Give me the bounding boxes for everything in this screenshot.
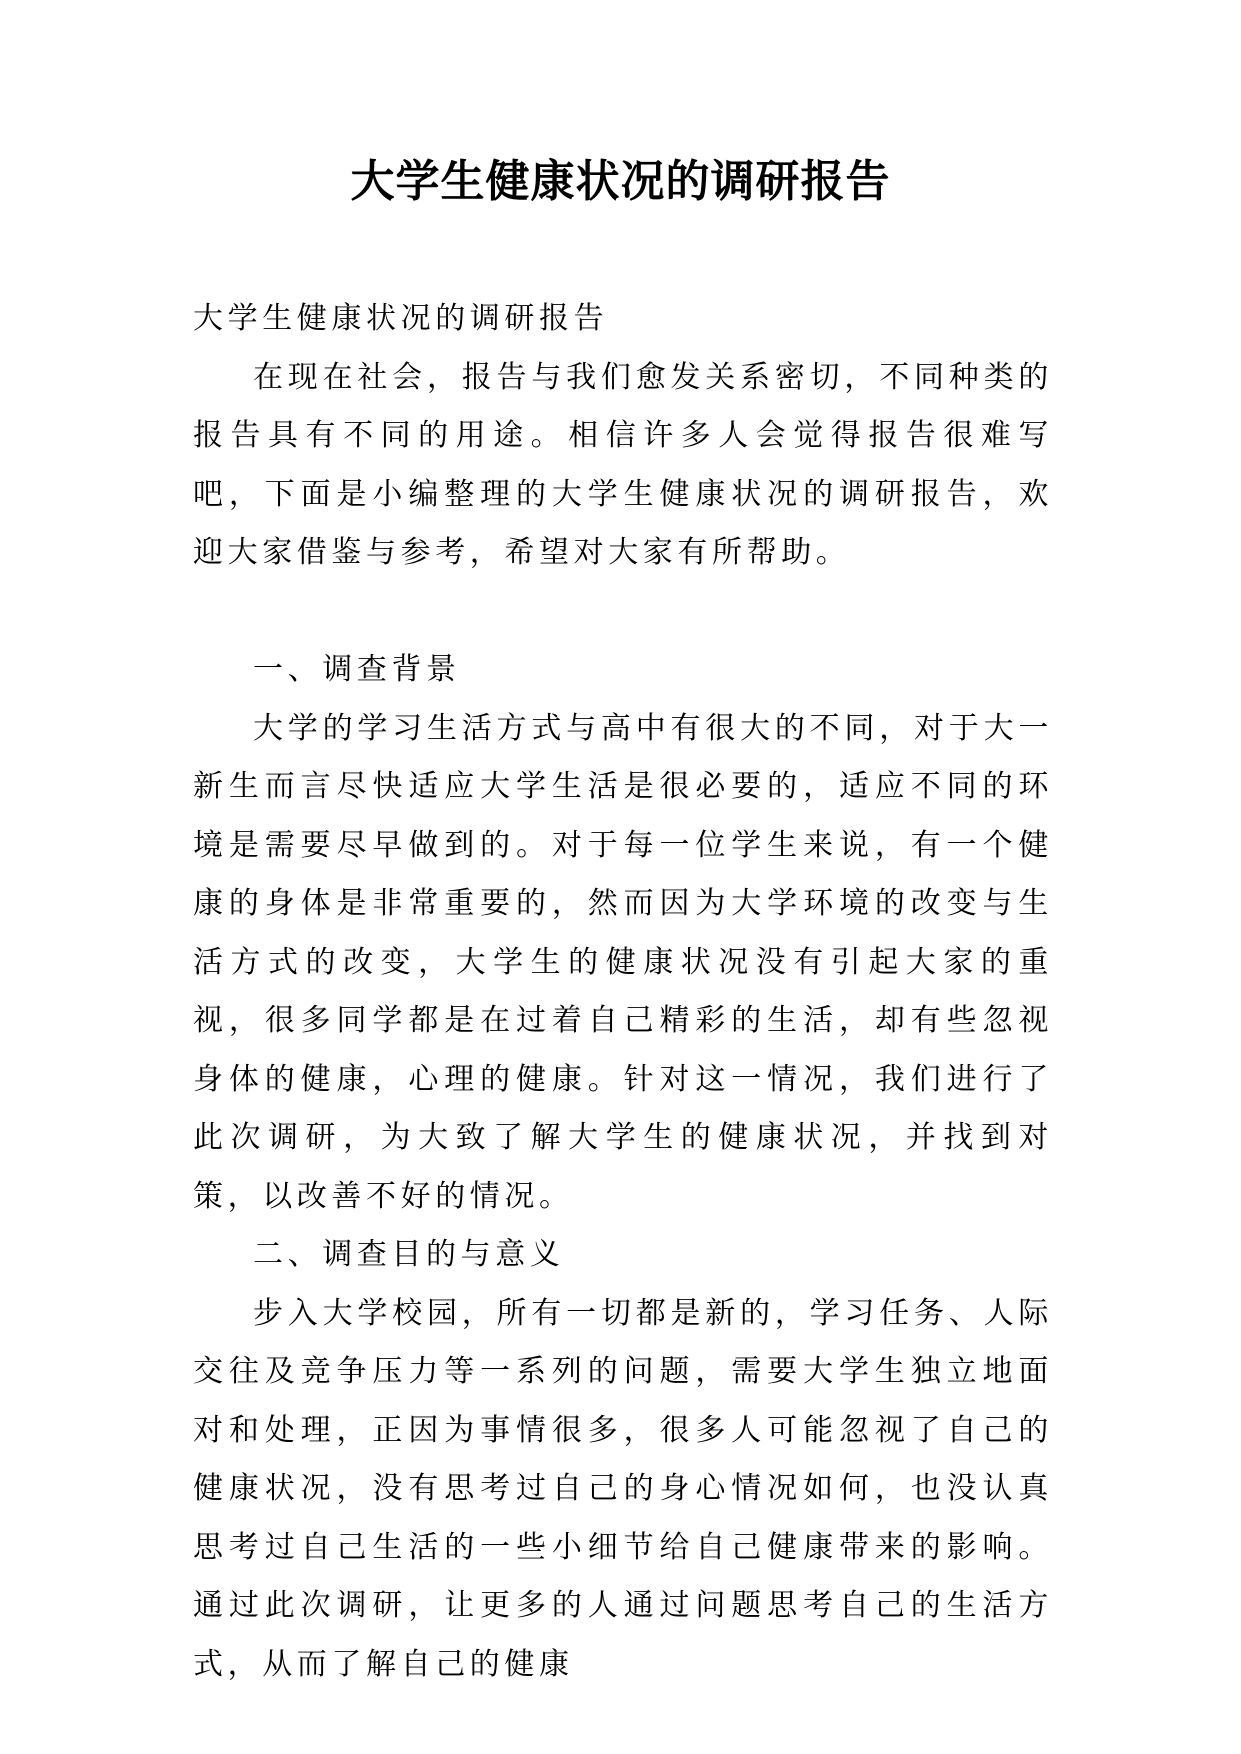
document-title: 大学生健康状况的调研报告 (350, 156, 891, 207)
section-heading-background: 一、调查背景 (253, 652, 461, 687)
document-body (193, 290, 1053, 1694)
section-heading-purpose: 二、调查目的与意义 (253, 1237, 565, 1272)
document-subtitle: 大学生健康状况的调研报告 (193, 301, 609, 336)
intro-paragraph: 在现在社会，报告与我们愈发关系密切，不同种类的报告具有不同的用途。相信许多人会觉得报告很难写吧，下面是小编整理的大学生健康状况的调研报告，欢迎大家借鉴与参考，希望对大家有所帮助。 (193, 359, 1053, 570)
background-paragraph: 大学的学习生活方式与高中有很大的不同，对于大一新生而言尽快适应大学生活是很必要的，适应不同的环境是需要尽早做到的。对于每一位学生来说，有一个健康的身体是非常重要的，然而因为大学环境的改变与生活方式的改变，大学生的健康状况没有引起大家的重视，很多同学都是在过着自己精彩的生活，却有些忽视身体的健康，心理的健康。针对这一情况，我们进行了此次调研，为大致了解大学生的健康状况，并找到对策，以改善不好的情况。 (193, 710, 1053, 1214)
paragraph-spacer (193, 583, 1053, 642)
purpose-paragraph: 步入大学校园，所有一切都是新的，学习任务、人际交往及竞争压力等一系列的问题，需要大学生独立地面对和处理，正因为事情很多，很多人可能忽视了自己的健康状况，没有思考过自己的身心情况如何，也没认真思考过自己生活的一些小细节给自己健康带来的影响。通过此次调研，让更多的人通过问题思考自己的生活方式，从而了解自己的健康 (193, 1295, 1053, 1682)
